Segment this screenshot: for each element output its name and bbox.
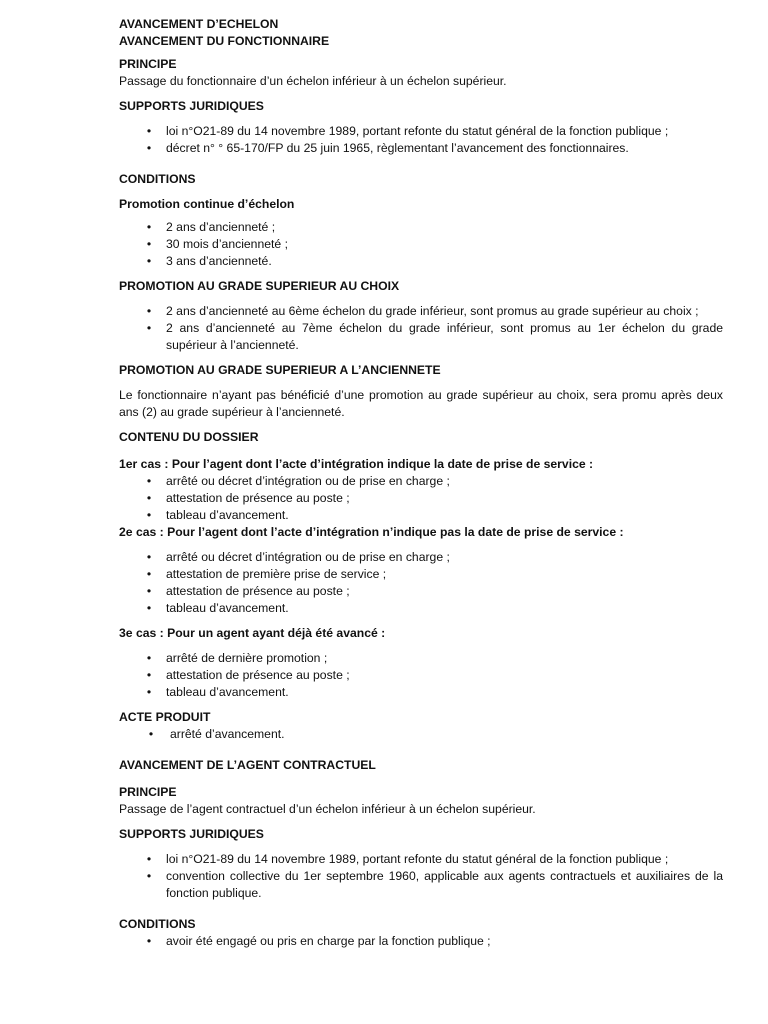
- list-item: • arrêté ou décret d’intégration ou de prise en charge ;: [119, 473, 723, 490]
- list-item: • décret n° ° 65-170/FP du 25 juin 1965, règlementant l’avancement des fonctionnaires.: [119, 140, 723, 157]
- bullet-icon: •: [148, 727, 154, 741]
- heading-conditions-contractuel: CONDITIONS: [119, 917, 196, 931]
- principe-text: Passage du fonctionnaire d’un échelon inférieur à un échelon supérieur.: [119, 74, 507, 88]
- list-item: • tableau d’avancement.: [119, 507, 723, 524]
- list-item: • attestation de présence au poste ;: [119, 583, 723, 600]
- bullet-icon: •: [146, 550, 152, 564]
- section-title-fonctionnaire: AVANCEMENT DU FONCTIONNAIRE: [119, 34, 330, 48]
- list-item: • tableau d’avancement.: [119, 684, 723, 701]
- heading-conditions: CONDITIONS: [119, 172, 196, 186]
- cas-3-list: [119, 650, 723, 701]
- bullet-icon: •: [146, 491, 152, 505]
- heading-cas-3: 3e cas : Pour un agent ayant déjà été avancé :: [119, 626, 386, 640]
- promotion-continue-list: [119, 219, 723, 270]
- conditions-contractuel-list: [119, 933, 723, 950]
- heading-supports-juridiques: SUPPORTS JURIDIQUES: [119, 99, 264, 113]
- heading-contenu-dossier: CONTENU DU DOSSIER: [119, 430, 259, 444]
- document-page: [119, 16, 723, 950]
- cas-2-list: [119, 549, 723, 617]
- list-item: • 2 ans d’ancienneté au 7ème échelon du grade inférieur, sont promus au 1er échelon du grade supérieur à l’ancienneté.: [119, 320, 723, 354]
- bullet-icon: •: [146, 141, 152, 155]
- bullet-icon: •: [146, 685, 152, 699]
- bullet-icon: •: [146, 852, 152, 866]
- bullet-icon: •: [146, 237, 152, 251]
- bullet-icon: •: [146, 584, 152, 598]
- heading-principe: PRINCIPE: [119, 57, 177, 71]
- list-item: • arrêté d’avancement.: [119, 726, 723, 743]
- list-item: • 3 ans d’ancienneté.: [119, 253, 723, 270]
- list-item: • attestation de première prise de service ;: [119, 566, 723, 583]
- list-item: • 2 ans d’ancienneté ;: [119, 219, 723, 236]
- list-item: • attestation de présence au poste ;: [119, 490, 723, 507]
- heading-promotion-choix: PROMOTION AU GRADE SUPERIEUR AU CHOIX: [119, 279, 400, 293]
- bullet-icon: •: [146, 254, 152, 268]
- bullet-icon: •: [146, 869, 152, 883]
- bullet-icon: •: [146, 124, 152, 138]
- bullet-icon: •: [146, 321, 152, 335]
- list-item: • 2 ans d’ancienneté au 6ème échelon du grade inférieur, sont promus au grade supérieur au choix ;: [119, 303, 723, 320]
- doc-title: AVANCEMENT D’ECHELON: [119, 17, 279, 31]
- bullet-icon: •: [146, 601, 152, 615]
- list-item: • arrêté ou décret d’intégration ou de prise en charge ;: [119, 549, 723, 566]
- list-item: • convention collective du 1er septembre 1960, applicable aux agents contractuels et auxiliaires de la fonction publique.: [119, 868, 723, 902]
- heading-promotion-anciennete: PROMOTION AU GRADE SUPERIEUR A L’ANCIENNETE: [119, 363, 441, 377]
- heading-acte-produit: ACTE PRODUIT: [119, 710, 211, 724]
- bullet-icon: •: [146, 508, 152, 522]
- heading-promotion-continue: Promotion continue d’échelon: [119, 197, 295, 211]
- list-item: • avoir été engagé ou pris en charge par la fonction publique ;: [119, 933, 723, 950]
- list-item: • arrêté de dernière promotion ;: [119, 650, 723, 667]
- principe-contractuel-text: Passage de l’agent contractuel d’un échelon inférieur à un échelon supérieur.: [119, 802, 536, 816]
- list-item: • loi n°O21-89 du 14 novembre 1989, portant refonte du statut général de la fonction publique ;: [119, 851, 723, 868]
- supports-list: [119, 123, 723, 157]
- bullet-icon: •: [146, 304, 152, 318]
- bullet-icon: •: [146, 474, 152, 488]
- anciennete-text: Le fonctionnaire n’ayant pas bénéficié d’une promotion au grade supérieur au choix, sera promu après deux ans (2) au grade supérieur à l’ancienneté.: [119, 388, 723, 419]
- promotion-choix-list: [119, 303, 723, 354]
- bullet-icon: •: [146, 668, 152, 682]
- bullet-icon: •: [146, 934, 152, 948]
- bullet-icon: •: [146, 567, 152, 581]
- cas-1-list: [119, 473, 723, 524]
- list-item: • attestation de présence au poste ;: [119, 667, 723, 684]
- bullet-icon: •: [146, 651, 152, 665]
- supports-contractuel-list: [119, 851, 723, 902]
- heading-supports-juridiques-contractuel: SUPPORTS JURIDIQUES: [119, 827, 264, 841]
- section-title-agent-contractuel: AVANCEMENT DE L’AGENT CONTRACTUEL: [119, 758, 376, 772]
- heading-cas-2: 2e cas : Pour l’agent dont l’acte d’intégration n’indique pas la date de prise de service :: [119, 525, 624, 539]
- list-item: • loi n°O21-89 du 14 novembre 1989, portant refonte du statut général de la fonction publique ;: [119, 123, 723, 140]
- bullet-icon: •: [146, 220, 152, 234]
- heading-principe-contractuel: PRINCIPE: [119, 785, 177, 799]
- acte-produit-list: [119, 726, 723, 743]
- list-item: • 30 mois d’ancienneté ;: [119, 236, 723, 253]
- list-item: • tableau d’avancement.: [119, 600, 723, 617]
- heading-cas-1: 1er cas : Pour l’agent dont l’acte d’intégration indique la date de prise de service :: [119, 457, 594, 471]
